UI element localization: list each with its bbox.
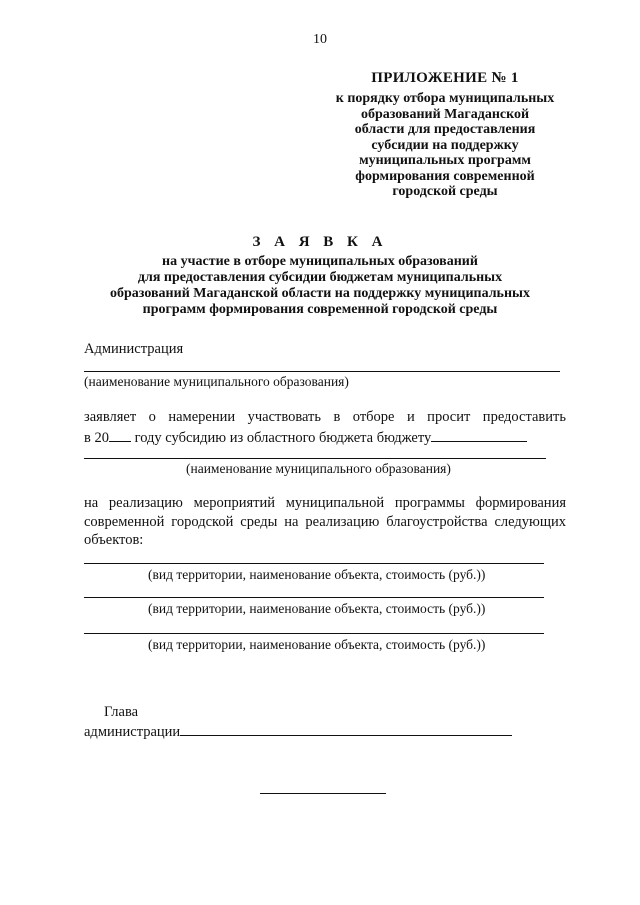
appendix-block bbox=[300, 70, 590, 200]
appendix-line: образований Магаданской bbox=[360, 106, 530, 122]
subtitle-line: программ формирования современной городской среды bbox=[142, 302, 498, 317]
appendix-line: субсидии на поддержку bbox=[371, 137, 519, 153]
municipality-name-line-1[interactable] bbox=[84, 371, 560, 372]
appendix-line: области для предоставления bbox=[354, 122, 536, 137]
object-field-2[interactable] bbox=[84, 597, 544, 598]
municipality-caption-2: (наименование муниципального образования) bbox=[186, 461, 451, 476]
purpose-line-2: современной городской среды на реализацию благоустройства следующих bbox=[84, 514, 566, 530]
administration-label: Администрация bbox=[84, 341, 184, 357]
document-subtitle bbox=[70, 254, 570, 318]
appendix-line: к порядку отбора муниципальных bbox=[335, 91, 555, 106]
appendix-line: муниципальных программ bbox=[359, 153, 531, 168]
object-caption-3: (вид территории, наименование объекта, стоимость (руб.)) bbox=[148, 637, 486, 652]
document-title: З А Я В К А bbox=[252, 234, 388, 250]
declaration-line-2 bbox=[84, 427, 527, 447]
purpose-line-1: на реализацию мероприятий муниципальной программы формирования bbox=[84, 495, 566, 511]
signature-line bbox=[84, 721, 512, 741]
declaration-line-1: заявляет о намерении участвовать в отборе и просит предоставить bbox=[84, 409, 566, 425]
budget-recipient-field[interactable] bbox=[431, 427, 527, 442]
object-caption-2: (вид территории, наименование объекта, стоимость (руб.)) bbox=[148, 601, 486, 616]
object-caption-1: (вид территории, наименование объекта, стоимость (руб.)) bbox=[148, 567, 486, 582]
year-suffix: году субсидию из областного бюджета бюджету bbox=[134, 430, 432, 446]
signature-label-head: Глава bbox=[104, 704, 139, 720]
signature-field[interactable] bbox=[180, 721, 512, 736]
appendix-title: ПРИЛОЖЕНИЕ № 1 bbox=[371, 70, 519, 86]
object-field-3[interactable] bbox=[84, 633, 544, 634]
appendix-line: городской среды bbox=[392, 184, 498, 199]
municipality-caption-1: (наименование муниципального образования) bbox=[84, 374, 349, 389]
year-prefix: в 20 bbox=[84, 430, 109, 446]
page-number: 10 bbox=[313, 32, 327, 47]
year-field[interactable] bbox=[109, 427, 131, 442]
object-field-1[interactable] bbox=[84, 563, 544, 564]
bottom-rule bbox=[260, 793, 386, 794]
subtitle-line: образований Магаданской области на поддержку муниципальных bbox=[110, 286, 530, 301]
subtitle-line: на участие в отборе муниципальных образований bbox=[162, 254, 478, 269]
purpose-line-3: объектов: bbox=[84, 532, 144, 548]
subtitle-line: для предоставления субсидии бюджетам муниципальных bbox=[137, 270, 503, 285]
signature-label-administration: администрации bbox=[84, 724, 181, 740]
municipality-name-line-2[interactable] bbox=[84, 458, 546, 459]
appendix-line: формирования современной bbox=[355, 168, 535, 184]
